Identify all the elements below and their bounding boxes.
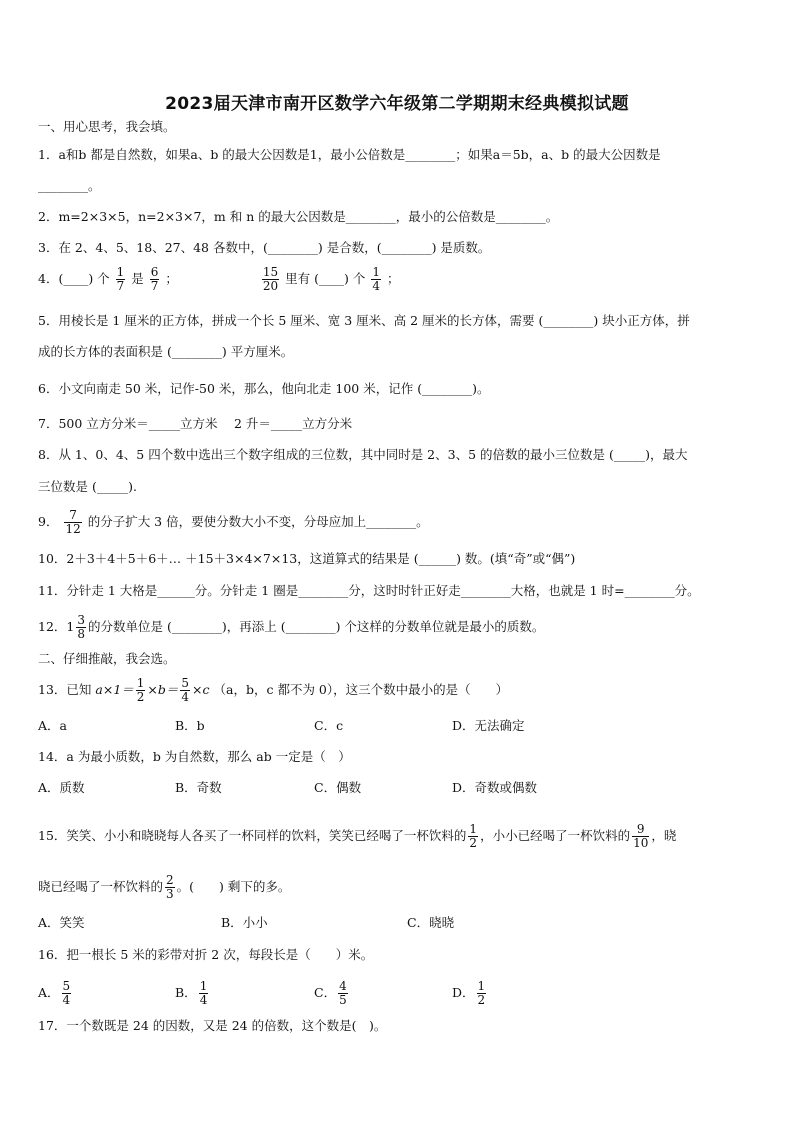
question-7: 7．500 立方分米＝_____立方米 2 升＝_____立方分米 [38,416,353,431]
question-4 [38,266,758,293]
q15-text-e: 。( ) 剩下的多。 [176,879,291,894]
question-3: 3．在 2、4、5、18、27、48 各数中，(________) 是合数，(________) 是质数。 [38,240,491,255]
question-9 [38,509,758,536]
page-title: 2023届天津市南开区数学六年级第二学期期末经典模拟试题 [165,94,629,114]
fraction: $\frac{1}{4}$ [372,265,380,293]
fraction: $\frac{5}{4}$ [181,676,190,704]
option-b[interactable]: B． $\frac{1}{4}$ [175,979,208,1007]
question-1-line-1: 1．a和b 都是自然数，如果a、b 的最大公因数是1，最小公倍数是________；如果a＝5b，a、b 的最大公因数是 [38,147,661,162]
question-1-line-2: ________。 [38,178,101,193]
option-b[interactable]: B．b [175,718,205,733]
question-10: 10．2＋3＋4＋5＋6＋… ＋15＋3×4×7×13，这道算式的结果是 (______) 数。(填“奇”或“偶”) [38,551,576,566]
q13-expr-a: a×1＝ [95,682,134,697]
question-13 [38,677,758,704]
question-16: 16．把一根长 5 米的彩带对折 2 次，每段长是（ ）米。 [38,947,374,962]
q15-text-d: 晓已经喝了一杯饮料的 [38,879,164,894]
option-b[interactable]: B．奇数 [175,780,222,795]
q15-text-c: ，晓 [651,828,677,843]
question-8-line-1: 8．从 1、0、4、5 四个数中选出三个数字组成的三位数，其中同时是 2、3、5 的倍数的最小三位数是 (_____)，最大 [38,447,688,462]
option-c[interactable]: C．c [314,718,344,733]
option-d[interactable]: D．奇数或偶数 [452,780,538,795]
q9-number: 9． [38,514,59,529]
question-14: 14．a 为最小质数，b 为自然数，那么 ab 一定是（ ） [38,749,351,764]
q13-text-b: （a，b，c 都不为 0），这三个数中最小的是（ ） [213,682,509,697]
q12-text: 的分数单位是 (________)，再添上 (________) 个这样的分数单位就是最小的质数。 [88,619,545,634]
q4-text-b: 是 [131,271,144,286]
question-12 [38,614,758,641]
fraction: $\frac{1}{2}$ [136,676,145,704]
section-heading-2: 二、仔细推敲，我会选。 [38,651,176,666]
question-2: 2．m=2×3×5，n=2×3×7，m 和 n 的最大公因数是________，最小的公倍数是________。 [38,209,559,224]
question-5-line-2: 成的长方体的表面积是 (________) 平方厘米。 [38,344,294,359]
q13-expr-b: ×b＝ [147,682,179,697]
option-a[interactable]: A．质数 [38,780,85,795]
fraction: $\frac{7}{12}$ [65,508,81,536]
q15-text-b: ，小小已经喝了一杯饮料的 [480,828,631,843]
section-heading-1: 一、用心思考，我会填。 [38,119,176,134]
fraction: $\frac{6}{7}$ [150,265,159,293]
option-a[interactable]: A．a [38,718,67,733]
q13-expr-c: ×c [192,682,210,697]
fraction: $\frac{9}{10}$ [633,822,649,850]
question-17: 17．一个数既是 24 的因数，又是 24 的倍数，这个数是( )。 [38,1018,387,1033]
fraction: $\frac{2}{3}$ [166,873,174,901]
fraction: $\frac{15}{20}$ [262,265,279,293]
question-8-line-2: 三位数是 (_____). [38,479,137,494]
option-a[interactable]: A．笑笑 [38,915,85,930]
option-d[interactable]: D．无法确定 [452,718,525,733]
option-c[interactable]: C．偶数 [314,780,362,795]
question-6: 6．小文向南走 50 米，记作-50 米，那么，他向北走 100 米，记作 (________)。 [38,381,490,396]
option-c[interactable]: C． $\frac{4}{5}$ [314,979,347,1007]
fraction: $\frac{1}{7}$ [116,265,125,293]
option-d[interactable]: D． $\frac{1}{2}$ [452,979,486,1007]
q4-text-e: ； [386,271,400,286]
option-b[interactable]: B．小小 [221,915,268,930]
q4-text-a: 4．(____) 个 [38,271,110,286]
question-11: 11．分针走 1 大格是______分。分针走 1 圈是________分，这时时针正好走________大格，也就是 1 时=________分。 [38,583,700,598]
q4-text-d: 里有 (____) 个 [285,271,366,286]
question-5-line-1: 5．用棱长是 1 厘米的正方体，拼成一个长 5 厘米、宽 3 厘米、高 2 厘米的长方体，需要 (________) 块小正方体，拼 [38,313,690,328]
q12-number: 12． [38,619,67,634]
mixed-number: 1 $\frac{3}{8}$ [66,613,85,641]
option-a[interactable]: A． $\frac{5}{4}$ [38,979,71,1007]
q9-text: 的分子扩大 3 倍，要使分数大小不变，分母应加上________。 [87,514,429,529]
option-c[interactable]: C．晓晓 [407,915,455,930]
q15-text-a: 15．笑笑、小小和晓晓每人各买了一杯同样的饮料，笑笑已经喝了一杯饮料的 [38,828,467,843]
question-15-line-1 [38,823,758,850]
question-15-line-2 [38,874,758,901]
q13-text-a: 13．已知 [38,682,92,697]
q4-text-c: ； [165,271,178,286]
fraction: $\frac{1}{2}$ [469,822,478,850]
